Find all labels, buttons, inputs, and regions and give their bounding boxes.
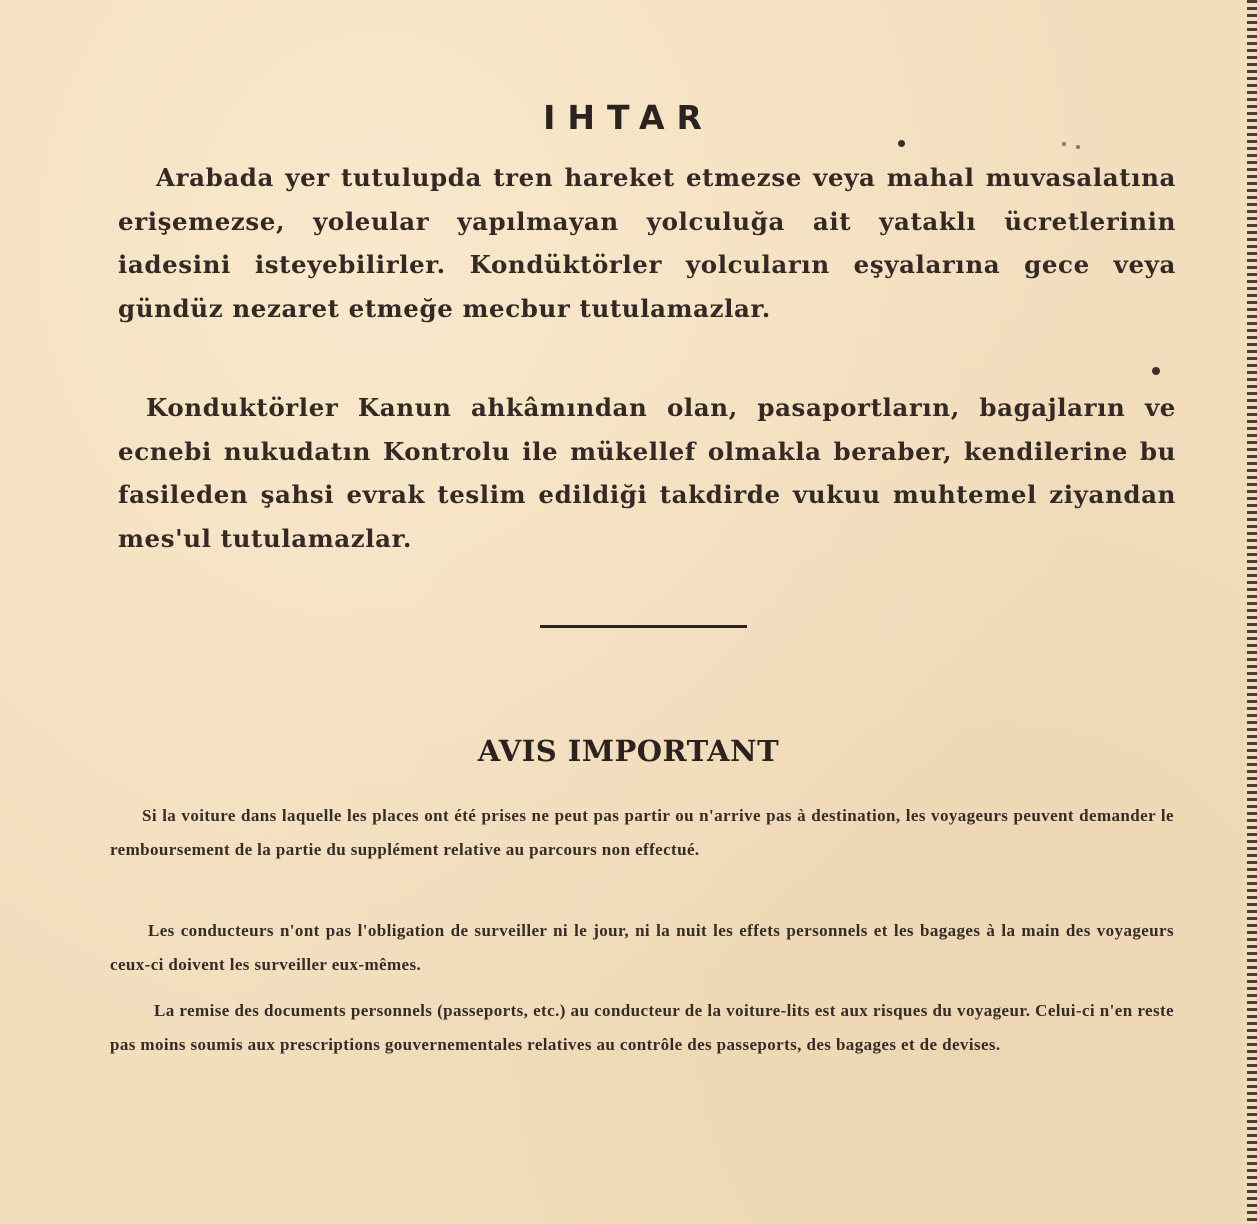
turkish-notice-paragraph-2: Konduktörler Kanun ahkâmından olan, pasaportların, bagajların ve ecnebi nukudatın Kontrolu ile mükellef olmakla beraber, kendilerine bu fasileden şahsi evrak teslim edildiği takdirde vukuu muhtemel ziyandan mes'ul tutulamazlar. — [118, 393, 1176, 553]
ink-speck — [1076, 145, 1080, 149]
french-notice-title: AVIS IMPORTANT — [477, 734, 780, 768]
ink-speck — [1062, 142, 1066, 146]
section-divider — [540, 625, 747, 628]
ink-speck — [898, 140, 905, 147]
french-notice-paragraph-2: Les conducteurs n'ont pas l'obligation de surveiller ni le jour, ni la nuit les effets personnels et les bagages à la main des voyageurs ceux-ci doivent les surveiller eux-mêmes. — [110, 921, 1174, 974]
french-notice-paragraph-1: Si la voiture dans laquelle les places ont été prises ne peut pas partir ou n'arrive pas à destination, les voyageurs peuvent demander le remboursement de la partie du supplément relative au parcours non effectué. — [110, 806, 1174, 859]
french-notice-paragraph-3: La remise des documents personnels (passeports, etc.) au conducteur de la voiture-lits est aux risques du voyageur. Celui-ci n'en reste pas moins soumis aux prescriptions gouvernementales relatives au contrôle des passeports, des bagages et de devises. — [110, 1001, 1174, 1054]
turkish-notice-title: IHTAR — [543, 98, 714, 137]
ink-speck — [1152, 367, 1160, 375]
turkish-notice-paragraph-1: Arabada yer tutulupda tren hareket etmezse veya mahal muvasalatına erişemezse, yoleular yapılmayan yolculuğa ait yataklı ücretlerinin iadesini isteyebilirler. Kondüktörler yolcuların eşyalarına gece veya gündüz nezaret etmeğe mecbur tutulamazlar. — [118, 163, 1176, 323]
